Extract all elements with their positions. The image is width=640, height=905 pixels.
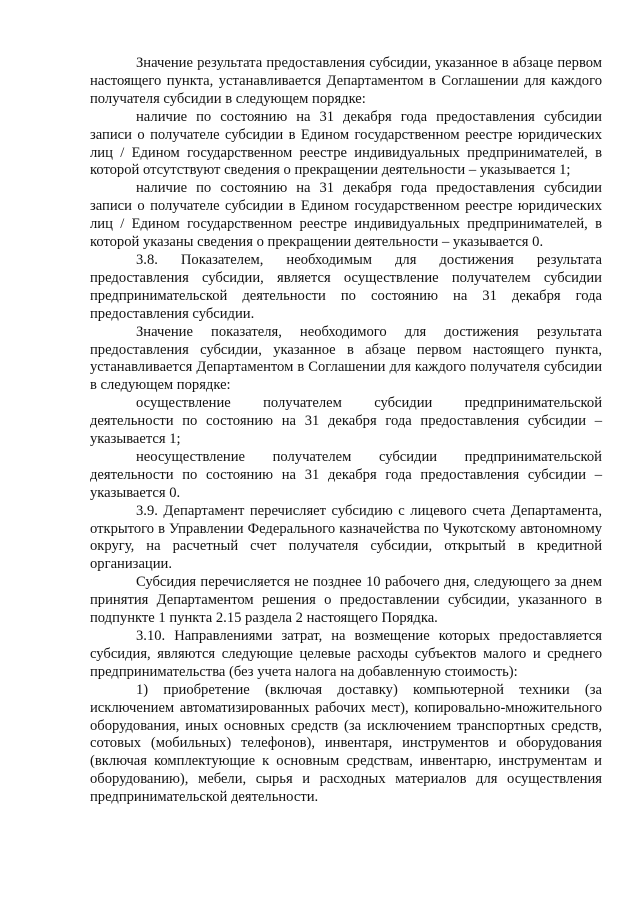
paragraph-indicator-value-0: неосуществление получателем субсидии предпринимательской деятельности по состоянию на 31 декабря года предоставления субсидии – указывается 0. (90, 448, 602, 501)
paragraph-indicator-value-1: осуществление получателем субсидии предпринимательской деятельности по состоянию на 31 декабря года предоставления субсидии – указывается 1; (90, 395, 602, 448)
paragraph-3-8: 3.8. Показателем, необходимым для достижения результата предоставления субсидии, является осуществление получателем субсидии предпринимательской деятельности по состоянию на 31 декабря года предоставления субсидии. (90, 251, 602, 322)
paragraph-result-value-intro: Значение результата предоставления субсидии, указанное в абзаце первом настоящего пункта, устанавливается Департаментом в Соглашении для каждого получателя субсидии в следующем порядке: (90, 55, 602, 107)
paragraph-expense-item-1: 1) приобретение (включая доставку) компьютерной техники (за исключением автоматизированных рабочих мест), копировально-множительного оборудования, иных основных средств (за исключением транспортных средств, сотовых (мобильных) телефонов), инвентаря, инструментов и оборудования (включая комплектующие к основным средствам, инвентарю, инструментам и оборудованию), мебели, сырья и расходных материалов для осуществления предпринимательской деятельности. (90, 681, 602, 806)
paragraph-3-10: 3.10. Направлениями затрат, на возмещение которых предоставляется субсидия, являются следующие целевые расходы субъектов малого и среднего предпринимательства (без учета налога на добавленную стоимость): (90, 628, 602, 680)
paragraph-transfer-deadline: Субсидия перечисляется не позднее 10 рабочего дня, следующего за днем принятия Департаментом решения о предоставлении субсидии, указанного в подпункте 1 пункта 2.15 раздела 2 настоящего Порядка. (90, 574, 602, 627)
paragraph-result-value-0: наличие по состоянию на 31 декабря года предоставления субсидии записи о получателе субсидии в Едином государственном реестре юридических лиц / Едином государственном реестре индивидуальных предпринимателей, в которой указаны сведения о прекращении деятельности – указывается 0. (90, 180, 602, 251)
paragraph-3-9: 3.9. Департамент перечисляет субсидию с лицевого счета Департамента, открытого в Управлении Федерального казначейства по Чукотскому автономному округу, на расчетный счет получателя субсидии, открытый в кредитной организации. (90, 502, 602, 573)
document-page (90, 55, 602, 807)
paragraph-result-value-1: наличие по состоянию на 31 декабря года предоставления субсидии записи о получателе субсидии в Едином государственном реестре юридических лиц / Едином государственном реестре индивидуальных предпринимателей, в которой отсутствуют сведения о прекращении деятельности – указывается 1; (90, 108, 602, 179)
paragraph-indicator-value-intro: Значение показателя, необходимого для достижения результата предоставления субсидии, указанное в абзаце первом настоящего пункта, устанавливается Департаментом в Соглашении для каждого получателя субсидии в следующем порядке: (90, 323, 602, 394)
